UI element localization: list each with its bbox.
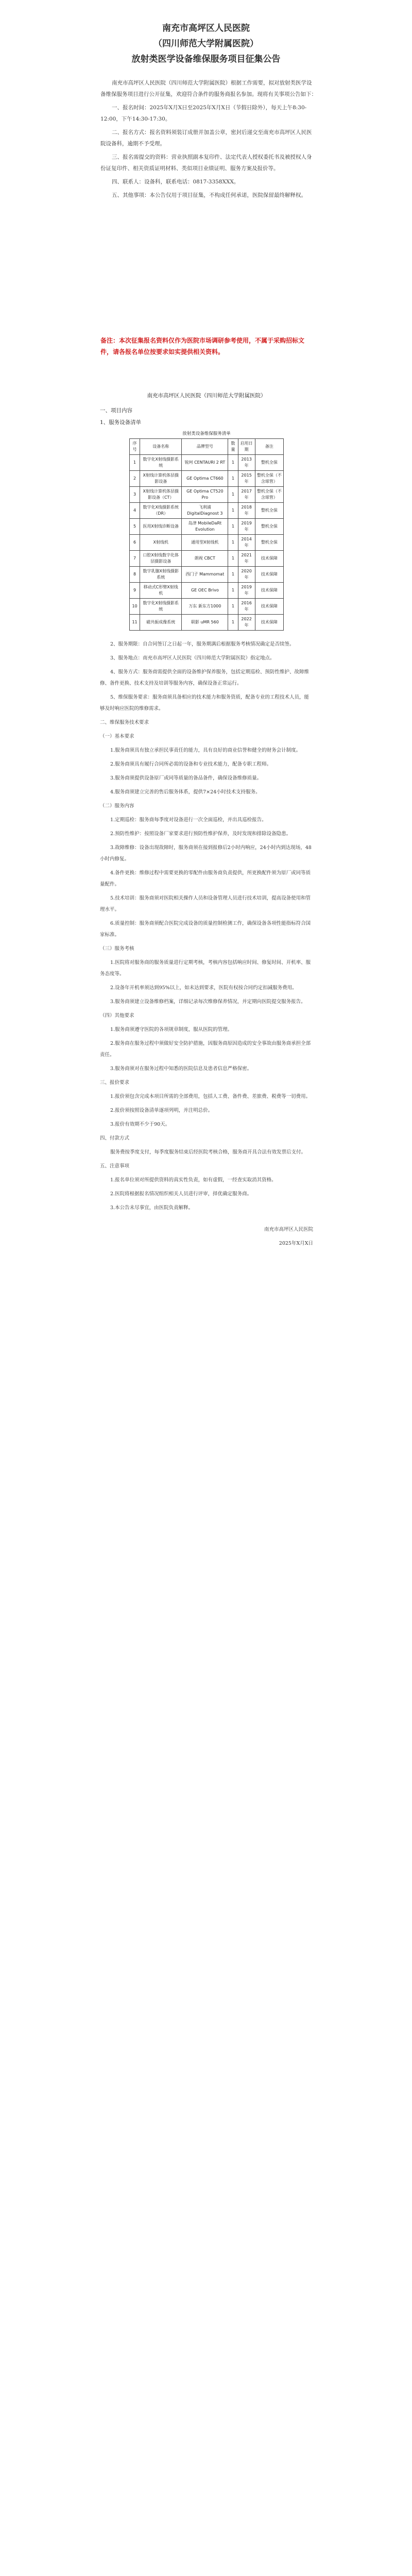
footer-date: 2025年X月X日 (279, 1241, 313, 1246)
paragraph: 4.备件更换：维修过程中需要更换的零配件由服务商负责提供，所更换配件须为原厂或同等质量配件。 (100, 870, 311, 887)
table-cell: 飞利浦 DigitalDiagnost 3 (182, 503, 228, 519)
table-cell: 整机全保（不含球管） (255, 471, 283, 487)
table-cell: X射线计算机体层摄影设备 (140, 471, 182, 487)
table-cell: 9 (130, 583, 140, 599)
paragraph: 1.报价须包含完成本项目所需的全部费用，包括人工费、备件费、差旅费、税费等一切费用。 (110, 1094, 311, 1099)
table-cell: 8 (130, 567, 140, 583)
header-cell: 品牌型号 (182, 439, 228, 455)
paragraph: 2.服务商在服务过程中须做好安全防护措施，因服务商原因造成的安全事故由服务商承担全部责任。 (100, 1041, 311, 1058)
table-cell: 整机全保（不含球管） (255, 487, 283, 503)
table-row (130, 535, 284, 551)
section-heading: 三、报价要求 (100, 1080, 130, 1086)
table-cell: GE Optima CT660 (182, 471, 228, 487)
section-heading: 一、项目内容 (100, 408, 132, 414)
table-row (130, 471, 284, 487)
table-cell: 万东 新东方1000 (182, 599, 228, 615)
table-cell: 4 (130, 503, 140, 519)
paragraph: 4.服务商须建立完善的售后服务体系，提供7×24小时技术支持服务。 (110, 789, 261, 795)
intro-paragraph: 二、报名方式：报名资料须装订成册并加盖公章，密封后递交至南充市高坪区人民医院设备科，逾期不予受理。 (100, 129, 312, 147)
table-cell: 数字化X线摄影系统（DR） (140, 503, 182, 519)
table-cell: 数字乳腺X射线摄影系统 (140, 567, 182, 583)
sub-heading: （一）基本要求 (100, 734, 134, 739)
table-cell: 西门子 Mammomat (182, 567, 228, 583)
table-cell: 技术保障 (255, 567, 283, 583)
intro-paragraph: 四、联系人：设备科，联系电话：0817-3358XXX。 (112, 179, 239, 185)
paragraph: 服务费按季度支付，每季度服务结束后经医院考核合格，服务商开具合法有效发票后支付。 (110, 1149, 306, 1155)
table-cell: 2022年 (238, 615, 255, 631)
table-cell: 10 (130, 599, 140, 615)
paragraph: 1.服务商须遵守医院的各项规章制度，服从医院的管理。 (110, 1027, 233, 1032)
table-cell: 7 (130, 551, 140, 567)
table-cell: 11 (130, 615, 140, 631)
intro-paragraph: 南充市高坪区人民医院（四川师范大学附属医院）根据工作需要，拟对放射类医学设备维保服务项目进行公开征集，欢迎符合条件的服务商报名参加。现将有关事项公告如下： (100, 80, 317, 97)
table-cell: 技术保障 (255, 599, 283, 615)
paragraph: 3.服务商须建立设备维修档案，详细记录每次维修保养情况，并定期向医院提交服务报告。 (110, 999, 306, 1005)
paragraph: 4、服务方式：服务商需提供全面的设备维护保养服务，包括定期巡检、预防性维护、故障维修、备件更换、技术支持及培训等服务内容，确保设备正常运行。 (100, 669, 310, 686)
table-cell: 2020年 (238, 567, 255, 583)
table-cell: 1 (228, 583, 238, 599)
header-cell: 启用日期 (238, 439, 255, 455)
sub-heading: 1、服务设备清单 (100, 419, 142, 426)
table-cell: 2021年 (238, 551, 255, 567)
announcement-title (0, 21, 412, 67)
paragraph: 1.医院将对服务商的服务质量进行定期考核，考核内容包括响应时间、修复时间、开机率、服务态度等。 (100, 960, 311, 977)
table-body (130, 455, 284, 631)
paragraph: 3.故障维修：设备出现故障时，服务商须在接到报修后2小时内响应，24小时内到达现场，48小时内修复。 (100, 845, 312, 862)
section-heading: 五、注意事项 (100, 1163, 130, 1169)
paragraph: 1.服务商须具有独立承担民事责任的能力，具有良好的商业信誉和健全的财务会计制度。 (110, 748, 301, 753)
paragraph: 3.服务商须提供设备原厂或同等质量的备品备件，确保设备维修质量。 (110, 775, 262, 781)
paragraph: 3.服务商须对在服务过程中知悉的医院信息及患者信息严格保密。 (110, 1066, 252, 1072)
table-cell: 数字化X射线摄影系统 (140, 455, 182, 471)
table-caption: 放射类设备维保服务清单 (182, 431, 231, 436)
footer-org: 南充市高坪区人民医院 (264, 1227, 313, 1232)
header-cell: 备注 (255, 439, 283, 455)
table-cell: 1 (228, 535, 238, 551)
table-cell: 1 (130, 455, 140, 471)
table-cell: 2019年 (238, 519, 255, 535)
header-cell: 序号 (130, 439, 140, 455)
sub-heading: （四）其他要求 (100, 1013, 134, 1019)
table-cell: 2 (130, 471, 140, 487)
table-cell: 整机全保 (255, 455, 283, 471)
table-cell: 2019年 (238, 583, 255, 599)
paragraph: 3、服务地点：南充市高坪区人民医院（四川师范大学附属医院）指定地点。 (110, 655, 275, 661)
table-cell: 3 (130, 487, 140, 503)
table-row (130, 583, 284, 599)
post-table-text (100, 639, 313, 1249)
table-cell: 数字化X射线摄影系统 (140, 599, 182, 615)
title-line-2: （四川师范大学附属医院） (153, 39, 259, 49)
table-cell: 整机全保 (255, 535, 283, 551)
paragraph: 2.报价须按照设备清单逐项列明，并注明总价。 (110, 1108, 213, 1113)
intro-paragraph: 五、其他事项：本公告仅用于项目征集，不构成任何承诺，医院保留最终解释权。 (112, 192, 306, 198)
table-cell: 口腔X射线数字化体层摄影设备 (140, 551, 182, 567)
table-row (130, 615, 284, 631)
table-row (130, 551, 284, 567)
table-row (130, 567, 284, 583)
intro-paragraph: 一、报名时间：2025年X月X日至2025年X月X日（节假日除外），每天上午8:30-12:00，下午14:30-17:30。 (100, 105, 307, 122)
paragraph: 2.医院将根据报名情况组织相关人员进行评审，择优确定服务商。 (110, 1191, 252, 1197)
sub-heading: （二）服务内容 (100, 803, 134, 809)
table-row (130, 455, 284, 471)
header-cell: 设备名称 (140, 439, 182, 455)
table-cell: 通用型X射线机 (182, 535, 228, 551)
table-cell: 技术保障 (255, 551, 283, 567)
paragraph: 1.定期巡检：服务商每季度对设备进行一次全面巡检，并出具巡检报告。 (110, 817, 267, 823)
table-cell: 2015年 (238, 471, 255, 487)
table-cell: 朗视 CBCT (182, 551, 228, 567)
sub-heading: （三）服务考核 (100, 946, 134, 952)
table-cell: 2018年 (238, 503, 255, 519)
table-cell: 1 (228, 567, 238, 583)
table-cell: 5 (130, 519, 140, 535)
table-cell: GE OEC Brivo (182, 583, 228, 599)
section-heading: 二、维保服务技术要求 (100, 720, 149, 725)
table-cell: 2013年 (238, 455, 255, 471)
paragraph: 3.报价有效期不少于90天。 (110, 1122, 170, 1127)
equipment-table (129, 438, 284, 631)
paragraph: 2.预防性维护：按照设备厂家要求进行预防性维护保养，及时发现和排除设备隐患。 (110, 831, 291, 837)
paragraph: 2、服务期限：自合同签订之日起一年，服务期满后根据服务考核情况确定是否续签。 (110, 641, 295, 647)
paragraph: 3.本公告未尽事宜，由医院负责解释。 (110, 1205, 194, 1211)
table-cell: 医用X射线诊断设备 (140, 519, 182, 535)
paragraph: 2.服务商须具有履行合同所必需的设备和专业技术能力，配备专职工程师。 (110, 761, 272, 767)
table-cell: 2014年 (238, 535, 255, 551)
paragraph: 5.技术培训：服务商须对医院相关操作人员和设备管理人员进行技术培训，提高设备使用和管理水平。 (100, 895, 311, 912)
table-cell: 联影 uMR 560 (182, 615, 228, 631)
intro-paragraph: 三、报名需提交的资料：营业执照副本复印件、法定代表人授权委托书及被授权人身份证复印件、相关资质证明材料、类似项目业绩证明、服务方案及报价等。 (100, 154, 312, 172)
table-cell: 1 (228, 599, 238, 615)
attachment-document (100, 385, 313, 1252)
table-row (130, 503, 284, 519)
table-row (130, 519, 284, 535)
table-cell: 岛津 MobileDaRt Evolution (182, 519, 228, 535)
paragraph: 1.报名单位须对所提供资料的真实性负责，如有虚假，一经查实取消其资格。 (110, 1177, 277, 1183)
table-cell: 锐珂 CENTAURI 2 RT (182, 455, 228, 471)
paragraph: 2.设备年开机率须达到95%以上，如未达到要求，医院有权按合同约定扣减服务费用。 (110, 985, 297, 991)
table-cell: 1 (228, 519, 238, 535)
section-heading: 四、付款方式 (100, 1136, 130, 1141)
table-cell: 整机全保 (255, 519, 283, 535)
title-line-1: 南充市高坪区人民医院 (162, 23, 250, 33)
paragraph: 5、维保服务要求：服务商须具备相应的技术能力和服务资质，配备专业的工程技术人员，能够及时响应医院的维修需求。 (100, 694, 310, 711)
header-cell: 数量 (228, 439, 238, 455)
table-cell: 磁共振成像系统 (140, 615, 182, 631)
doc-heading: 南充市高坪区人民医院（四川师范大学附属医院） (147, 393, 266, 399)
table-row (130, 599, 284, 615)
table-cell: 移动式C形臂X射线机 (140, 583, 182, 599)
title-line-3: 放射类医学设备维保服务项目征集公告 (131, 54, 281, 64)
table-cell: 整机全保 (255, 503, 283, 519)
table-cell: GE Optima CT520 Pro (182, 487, 228, 503)
table-header-row (130, 439, 284, 455)
table-cell: X射线机 (140, 535, 182, 551)
table-cell: 1 (228, 503, 238, 519)
table-cell: 2017年 (238, 487, 255, 503)
table-cell: X射线计算机体层摄影设备（CT） (140, 487, 182, 503)
table-cell: 技术保障 (255, 583, 283, 599)
table-cell: 2016年 (238, 599, 255, 615)
table-cell: 1 (228, 487, 238, 503)
table-row (130, 487, 284, 503)
paragraph: 6.质量控制：服务商须配合医院完成设备的质量控制检测工作，确保设备各项性能指标符合国家标准。 (100, 921, 311, 938)
intro-section (100, 77, 317, 203)
table-cell: 6 (130, 535, 140, 551)
table-cell: 1 (228, 471, 238, 487)
table-cell: 技术保障 (255, 615, 283, 631)
table-cell: 1 (228, 551, 238, 567)
table-cell: 1 (228, 455, 238, 471)
table-cell: 1 (228, 615, 238, 631)
red-notice: 备注：本次征集报名资料仅作为医院市场调研参考使用，不属于采购招标文件，请各报名单位按要求如实提供相关资料。 (100, 337, 305, 355)
